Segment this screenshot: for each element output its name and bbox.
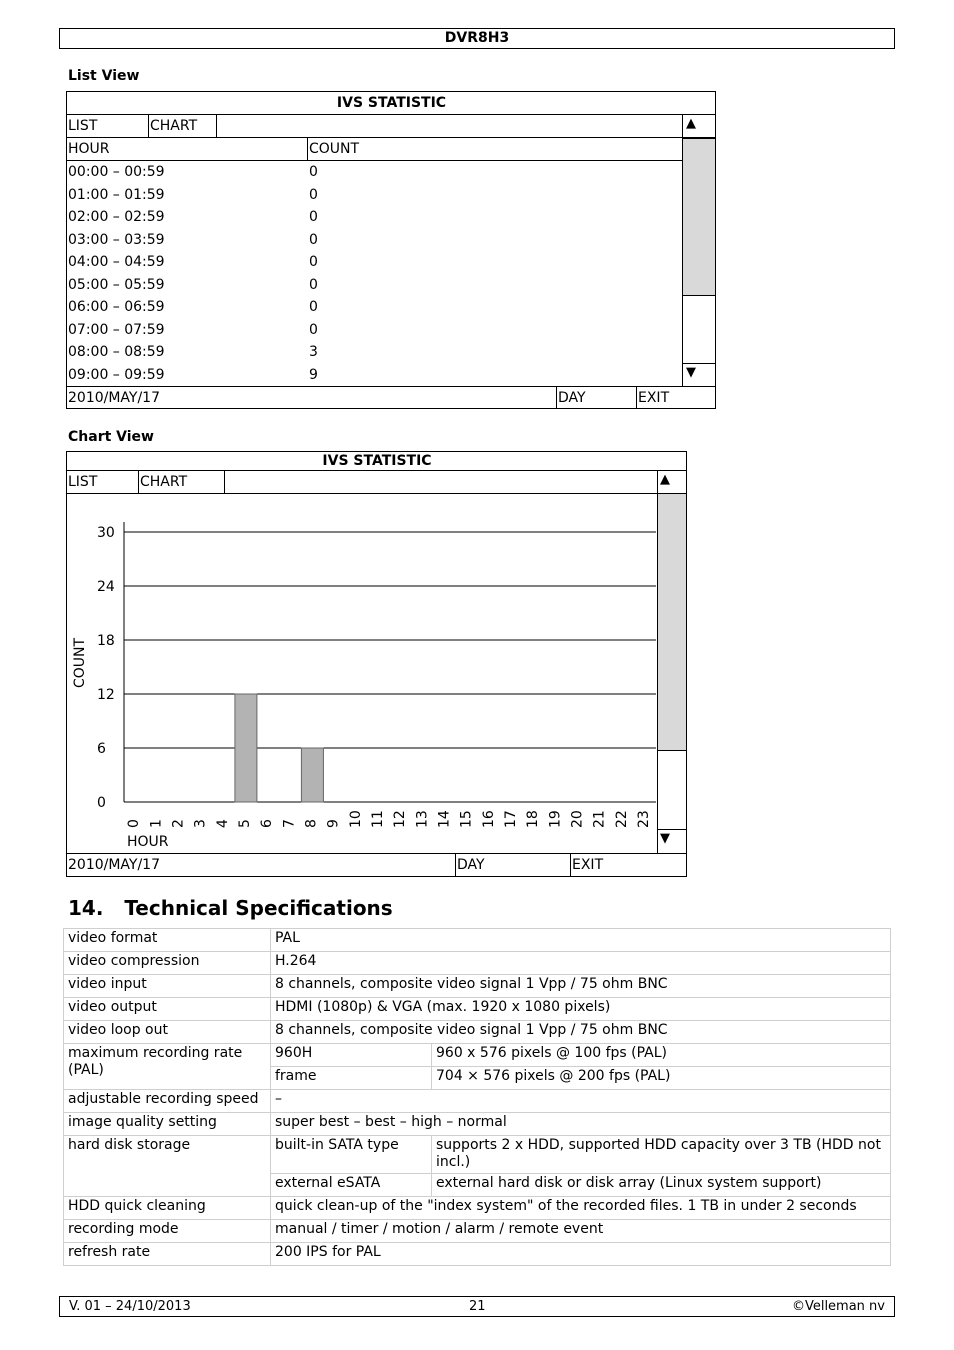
x-tick-label: 16 bbox=[480, 810, 497, 828]
x-tick-label: 18 bbox=[525, 810, 542, 828]
scrollbar-thumb[interactable] bbox=[658, 493, 686, 751]
bar bbox=[301, 748, 323, 802]
table-row bbox=[64, 1136, 891, 1174]
table-row-hour: 01:00 – 01:59 bbox=[68, 186, 165, 203]
exit-button[interactable]: EXIT bbox=[637, 386, 715, 409]
column-header-count: COUNT bbox=[308, 138, 682, 161]
tab-list[interactable]: LIST bbox=[67, 471, 139, 494]
table-row-hour: 04:00 – 04:59 bbox=[68, 254, 165, 270]
scrollbar[interactable] bbox=[682, 115, 715, 386]
chart-view-screen bbox=[66, 451, 687, 877]
date-label: 2010/MAY/17 bbox=[67, 853, 456, 876]
spec-subkey: 960H bbox=[271, 1044, 432, 1067]
y-tick-label: 12 bbox=[97, 687, 115, 703]
table-row-hour: 07:00 – 07:59 bbox=[68, 321, 165, 338]
spec-label: video compression bbox=[64, 952, 271, 975]
table-row-count: 0 bbox=[309, 299, 318, 315]
table-row-count: 0 bbox=[309, 164, 318, 180]
table-row bbox=[64, 1113, 891, 1136]
table-row-count: 0 bbox=[309, 209, 318, 225]
bar bbox=[235, 694, 257, 802]
table-row bbox=[64, 929, 891, 952]
spec-value: 960 x 576 pixels @ 100 fps (PAL) bbox=[432, 1044, 891, 1067]
x-tick-label: 19 bbox=[547, 810, 564, 828]
table-row-count: 0 bbox=[309, 231, 318, 248]
table-row-hour: 00:00 – 00:59 bbox=[68, 164, 165, 180]
spec-label: video input bbox=[64, 975, 271, 998]
x-tick-label: 11 bbox=[369, 810, 386, 828]
x-tick-label: 7 bbox=[281, 819, 298, 828]
scroll-up-icon[interactable]: ▲ bbox=[686, 116, 696, 131]
x-tick-label: 5 bbox=[236, 819, 253, 828]
y-tick-label: 18 bbox=[97, 633, 115, 649]
table-row bbox=[64, 1243, 891, 1266]
x-tick-label: 10 bbox=[347, 810, 364, 828]
x-tick-label: 2 bbox=[170, 819, 187, 828]
table-row bbox=[64, 975, 891, 998]
x-tick-label: 22 bbox=[613, 810, 630, 828]
x-tick-label: 17 bbox=[502, 810, 519, 828]
table-row bbox=[64, 1021, 891, 1044]
day-button[interactable]: DAY bbox=[456, 853, 571, 876]
list-view-screen bbox=[66, 91, 716, 409]
tab-bar-empty bbox=[225, 471, 657, 494]
date-label: 2010/MAY/17 bbox=[67, 386, 557, 409]
chart-view-caption: Chart View bbox=[68, 429, 154, 445]
tab-bar-empty bbox=[217, 115, 715, 138]
table-row-hour: 03:00 – 03:59 bbox=[68, 231, 165, 248]
x-tick-label: 1 bbox=[148, 819, 165, 828]
table-row-hour: 09:00 – 09:59 bbox=[68, 366, 165, 383]
table-row-count: 0 bbox=[309, 254, 318, 270]
table-row bbox=[64, 952, 891, 975]
x-tick-label: 23 bbox=[635, 810, 652, 828]
x-tick-label: 12 bbox=[392, 810, 409, 828]
spec-value: 704 × 576 pixels @ 200 fps (PAL) bbox=[432, 1067, 891, 1090]
x-tick-label: 13 bbox=[414, 810, 431, 828]
x-tick-label: 0 bbox=[126, 819, 143, 828]
spec-value: quick clean-up of the "index system" of the recorded files. 1 TB in under 2 seconds bbox=[271, 1197, 891, 1220]
spec-label: refresh rate bbox=[64, 1243, 271, 1266]
spec-label: video output bbox=[64, 998, 271, 1021]
scroll-down-icon[interactable]: ▼ bbox=[686, 365, 696, 380]
table-row-hour: 08:00 – 08:59 bbox=[68, 344, 165, 360]
table-row-hour: 06:00 – 06:59 bbox=[68, 299, 165, 315]
x-tick-label: 4 bbox=[214, 819, 231, 828]
spec-label: video loop out bbox=[64, 1021, 271, 1044]
table-row bbox=[64, 1197, 891, 1220]
table-row-count: 3 bbox=[309, 344, 318, 360]
x-tick-label: 14 bbox=[436, 810, 453, 828]
spec-label: video format bbox=[64, 929, 271, 952]
table-row-hour: 02:00 – 02:59 bbox=[68, 209, 165, 225]
spec-value: manual / timer / motion / alarm / remote event bbox=[271, 1220, 891, 1243]
spec-subkey: external eSATA bbox=[271, 1174, 432, 1197]
spec-label: image quality setting bbox=[64, 1113, 271, 1136]
page-number: 21 bbox=[469, 1299, 486, 1314]
list-view-caption: List View bbox=[68, 68, 140, 84]
bar-chart bbox=[67, 494, 657, 853]
chart-view-title: IVS STATISTIC bbox=[67, 452, 686, 471]
x-tick-label: 21 bbox=[591, 810, 608, 828]
table-row-count: 9 bbox=[309, 366, 318, 383]
scrollbar[interactable] bbox=[657, 471, 686, 853]
day-button[interactable]: DAY bbox=[557, 386, 637, 409]
spec-table bbox=[63, 928, 891, 1266]
exit-button[interactable]: EXIT bbox=[571, 853, 686, 876]
table-row bbox=[64, 998, 891, 1021]
document-footer bbox=[59, 1296, 895, 1317]
y-tick-label: 30 bbox=[97, 525, 115, 541]
spec-value: supports 2 x HDD, supported HDD capacity over 3 TB (HDD not incl.) bbox=[432, 1136, 891, 1174]
x-tick-label: 20 bbox=[569, 810, 586, 828]
spec-value: – bbox=[271, 1090, 891, 1113]
scroll-down-icon[interactable]: ▼ bbox=[660, 831, 670, 846]
table-row-count: 0 bbox=[309, 276, 318, 293]
table-row-hour: 05:00 – 05:59 bbox=[68, 276, 165, 293]
tab-chart[interactable]: CHART bbox=[149, 115, 217, 138]
table-row-count: 0 bbox=[309, 321, 318, 338]
spec-value: super best – best – high – normal bbox=[271, 1113, 891, 1136]
x-axis-label: HOUR bbox=[127, 834, 169, 850]
x-tick-label: 8 bbox=[303, 819, 320, 828]
spec-subkey: frame bbox=[271, 1067, 432, 1090]
tab-chart[interactable]: CHART bbox=[139, 471, 225, 494]
copyright-label: ©Velleman nv bbox=[791, 1299, 885, 1314]
version-label: V. 01 – 24/10/2013 bbox=[69, 1299, 191, 1314]
spec-subkey: built-in SATA type bbox=[271, 1136, 432, 1174]
y-axis-label: COUNT bbox=[72, 637, 88, 688]
scrollbar-thumb[interactable] bbox=[683, 138, 715, 296]
spec-value: external hard disk or disk array (Linux system support) bbox=[432, 1174, 891, 1197]
document-header bbox=[59, 28, 895, 49]
x-tick-label: 3 bbox=[192, 819, 209, 828]
table-row bbox=[64, 1090, 891, 1113]
list-view-title: IVS STATISTIC bbox=[67, 92, 715, 115]
x-tick-label: 6 bbox=[259, 819, 276, 828]
y-tick-label: 0 bbox=[97, 795, 106, 811]
spec-value: 8 channels, composite video signal 1 Vpp / 75 ohm BNC bbox=[271, 1021, 891, 1044]
x-tick-label: 9 bbox=[325, 819, 342, 828]
spec-value: HDMI (1080p) & VGA (max. 1920 x 1080 pixels) bbox=[271, 998, 891, 1021]
table-row bbox=[64, 1044, 891, 1067]
spec-label: maximum recording rate (PAL) bbox=[64, 1044, 271, 1090]
scroll-up-icon[interactable]: ▲ bbox=[660, 472, 670, 487]
section-title: 14. Technical Specifications bbox=[68, 896, 393, 920]
model-name: DVR8H3 bbox=[444, 30, 510, 46]
column-header-hour: HOUR bbox=[67, 138, 308, 161]
spec-value: 200 IPS for PAL bbox=[271, 1243, 891, 1266]
spec-label: hard disk storage bbox=[64, 1136, 271, 1197]
table-row-count: 0 bbox=[309, 186, 318, 203]
spec-label: HDD quick cleaning bbox=[64, 1197, 271, 1220]
spec-label: recording mode bbox=[64, 1220, 271, 1243]
spec-value: 8 channels, composite video signal 1 Vpp / 75 ohm BNC bbox=[271, 975, 891, 998]
tab-list[interactable]: LIST bbox=[67, 115, 149, 138]
spec-value: PAL bbox=[271, 929, 891, 952]
y-tick-label: 6 bbox=[97, 741, 106, 757]
table-row bbox=[64, 1220, 891, 1243]
x-tick-label: 15 bbox=[458, 810, 475, 828]
y-tick-label: 24 bbox=[97, 579, 115, 595]
spec-label: adjustable recording speed bbox=[64, 1090, 271, 1113]
spec-value: H.264 bbox=[271, 952, 891, 975]
